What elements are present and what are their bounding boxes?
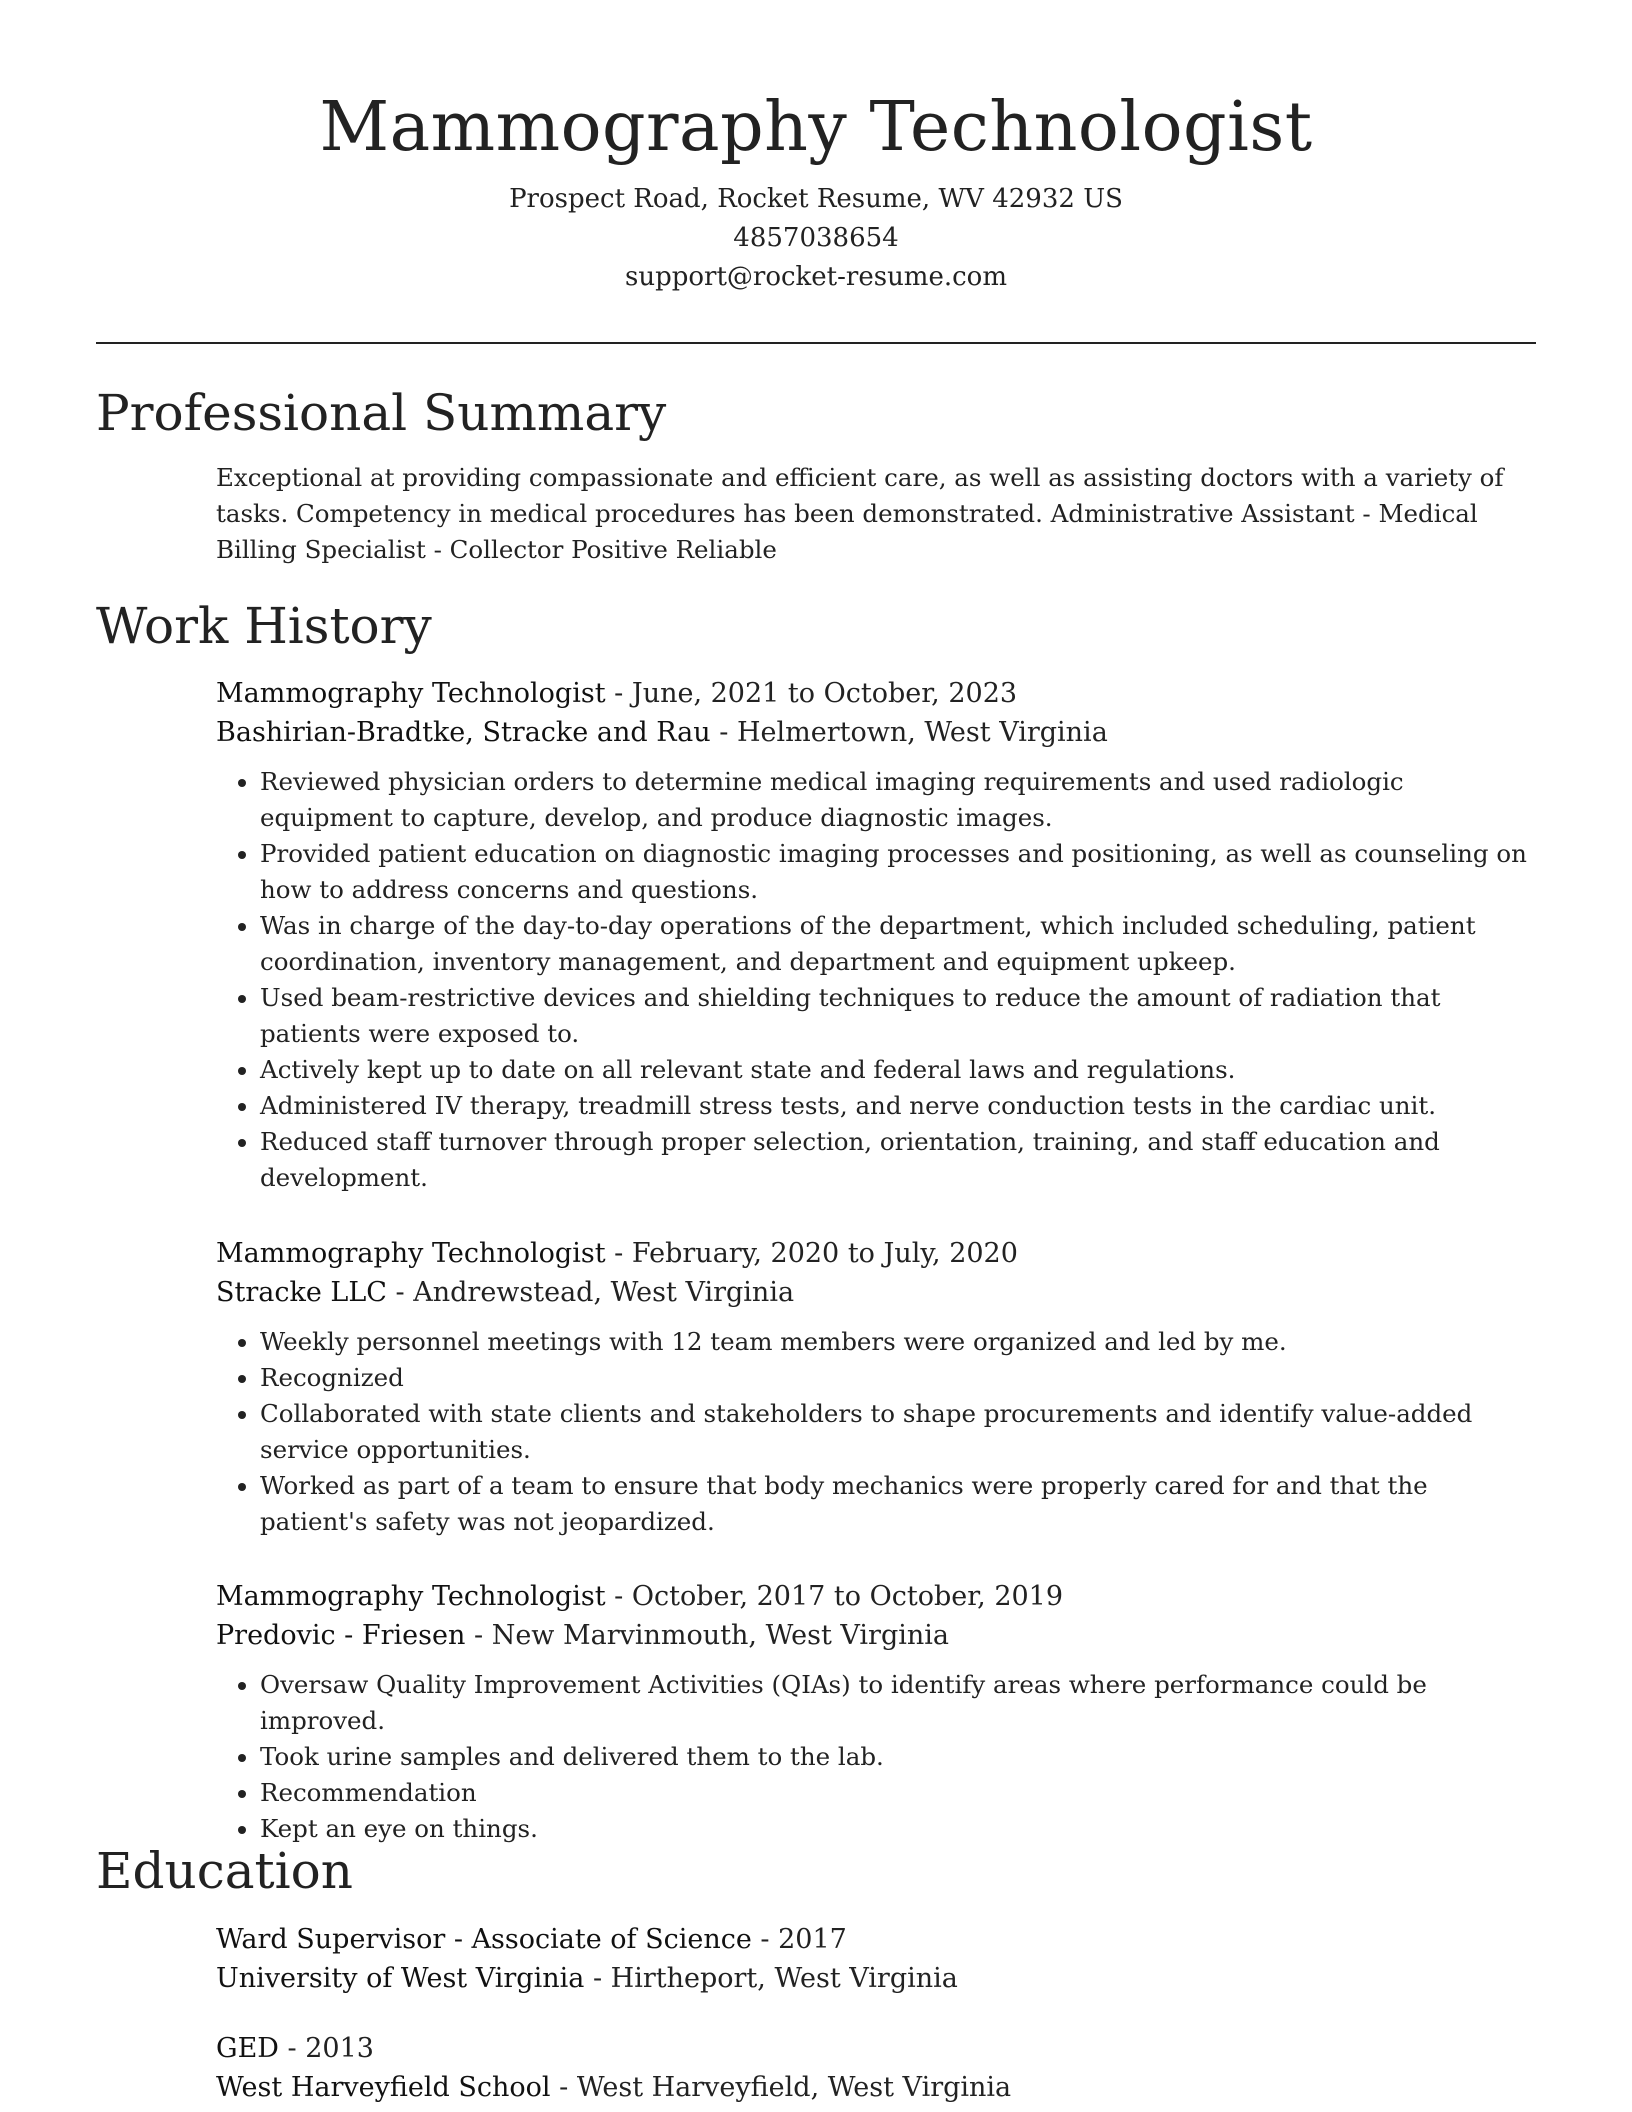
job-company-line	[216, 1273, 1536, 1312]
education-school: University of West Virginia	[216, 1963, 585, 1994]
job-bullet: • Actively kept up to date on all relevant state and federal laws and regulations.	[260, 1052, 1536, 1088]
contact-phone: 4857038654	[733, 223, 899, 253]
job-bullet: • Used beam-restrictive devices and shielding techniques to reduce the amount of radiation that patients were exposed to.	[260, 980, 1536, 1052]
education-separator: -	[287, 2033, 306, 2064]
education-year: 2017	[778, 1924, 847, 1955]
contact-email: support@rocket-resume.com	[624, 262, 1007, 292]
job-company: Bashirian-Bradtke, Stracke and Rau	[216, 717, 711, 748]
candidate-name: Mammography Technologist	[319, 88, 1313, 167]
job-separator: -	[614, 1581, 632, 1612]
job-location: Helmertown, West Virginia	[736, 717, 1108, 748]
job-bullet: • Kept an eye on things.	[260, 1811, 1536, 1847]
contact-address: Prospect Road, Rocket Resume, WV 42932 US	[509, 184, 1123, 214]
job-title-line	[216, 674, 1536, 713]
education-location: West Harveyfield, West Virginia	[576, 2072, 1012, 2103]
education-school-line	[216, 1959, 1536, 1998]
job-title-line	[216, 1577, 1536, 1616]
education-degree-line	[216, 1920, 1536, 1959]
job-dates: February, 2020 to July, 2020	[631, 1238, 1018, 1269]
education-separator: -	[592, 1963, 611, 1994]
education-degree: GED	[216, 2033, 279, 2064]
education-separator: -	[559, 2072, 577, 2103]
education-location: Hirtheport, West Virginia	[610, 1963, 958, 1994]
education-degree: Ward Supervisor - Associate of Science	[216, 1924, 752, 1955]
job-separator: -	[473, 1620, 492, 1651]
education-heading: Education	[96, 1842, 353, 1900]
education-school-line	[216, 2068, 1536, 2107]
education-year: 2013	[305, 2033, 374, 2064]
summary-text: Exceptional at providing compassionate and efficient care, as well as assisting doctors with a variety of tasks. Competency in medical procedures has been demonstrated. Administrative Assistant - Medical Billing Specialist - Collector Positive Reliable	[216, 463, 1504, 564]
job-bullet: • Reviewed physician orders to determine medical imaging requirements and used radiologic equipment to capture, develop, and produce diagnostic images.	[260, 764, 1536, 836]
job-bullet: • Took urine samples and delivered them to the lab.	[260, 1739, 1536, 1775]
job-location: New Marvinmouth, West Virginia	[491, 1620, 949, 1651]
job-company-line	[216, 1616, 1536, 1655]
education-entry	[216, 1920, 1536, 1998]
job-separator: -	[614, 678, 632, 709]
job-dates: October, 2017 to October, 2019	[631, 1581, 1064, 1612]
job-separator: -	[719, 717, 737, 748]
job-bullet: • Administered IV therapy, treadmill stress tests, and nerve conduction tests in the cardiac unit.	[260, 1088, 1536, 1124]
job-position: Mammography Technologist	[216, 1581, 606, 1612]
resume-header	[0, 0, 1632, 297]
job-location: Andrewstead, West Virginia	[413, 1277, 795, 1308]
job-bullet: • Recognized	[260, 1360, 1536, 1396]
job-bullet: • Oversaw Quality Improvement Activities (QIAs) to identify areas where performance could be improved.	[260, 1667, 1536, 1739]
summary-block	[216, 460, 1536, 568]
work-history-heading: Work History	[96, 597, 432, 655]
job-bullets	[216, 1324, 1536, 1540]
header-divider	[96, 342, 1536, 344]
education-entry	[216, 2029, 1536, 2107]
job-company-line	[216, 713, 1536, 752]
contact-info	[0, 180, 1632, 297]
job-bullet: • Was in charge of the day-to-day operations of the department, which included scheduling, patient coordination, inventory management, and department and equipment upkeep.	[260, 908, 1536, 980]
job-entry	[216, 1577, 1536, 1847]
job-entry	[216, 674, 1536, 1196]
job-title-line	[216, 1234, 1536, 1273]
job-bullets	[216, 1667, 1536, 1847]
job-position: Mammography Technologist	[216, 678, 606, 709]
education-school: West Harveyfield School	[216, 2072, 551, 2103]
job-separator: -	[395, 1277, 414, 1308]
job-bullet: • Reduced staff turnover through proper selection, orientation, training, and staff education and development.	[260, 1124, 1536, 1196]
job-separator: -	[614, 1238, 632, 1269]
education-separator: -	[760, 1924, 779, 1955]
summary-heading: Professional Summary	[96, 384, 667, 442]
job-bullet: • Collaborated with state clients and stakeholders to shape procurements and identify value-added service opportunities.	[260, 1396, 1536, 1468]
job-dates: June, 2021 to October, 2023	[631, 678, 1018, 709]
job-position: Mammography Technologist	[216, 1238, 606, 1269]
job-bullet: • Provided patient education on diagnostic imaging processes and positioning, as well as counseling on how to address concerns and questions.	[260, 836, 1536, 908]
job-bullet: • Recommendation	[260, 1775, 1536, 1811]
job-bullets	[216, 764, 1536, 1196]
job-entry	[216, 1234, 1536, 1540]
job-company: Predovic - Friesen	[216, 1620, 466, 1651]
job-company: Stracke LLC	[216, 1277, 387, 1308]
education-degree-line	[216, 2029, 1536, 2068]
job-bullet: • Worked as part of a team to ensure that body mechanics were properly cared for and that the patient's safety was not jeopardized.	[260, 1468, 1536, 1540]
job-bullet: • Weekly personnel meetings with 12 team members were organized and led by me.	[260, 1324, 1536, 1360]
